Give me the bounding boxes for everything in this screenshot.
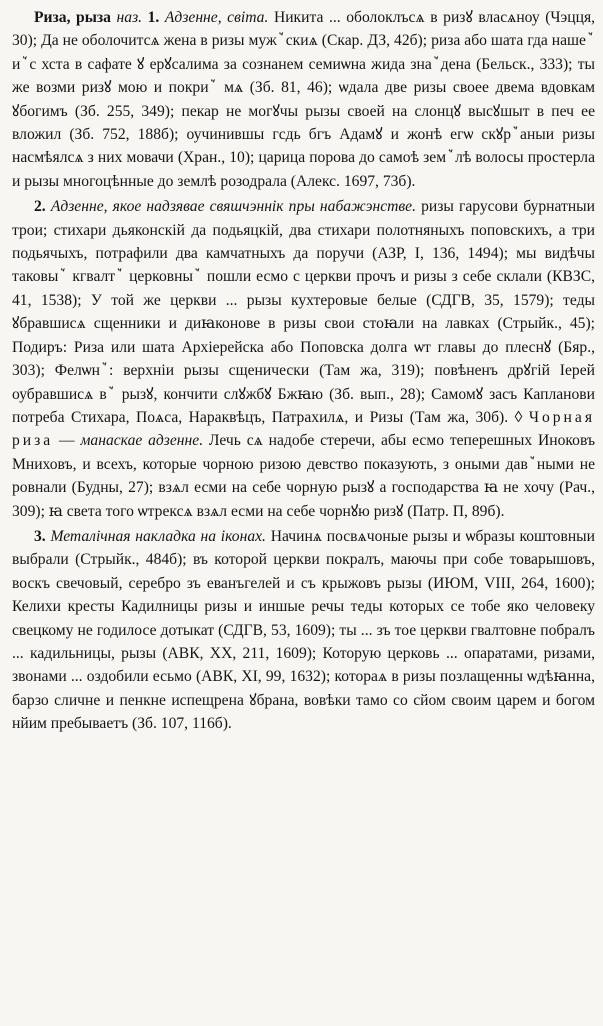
sense-1-definition: Адзенне, світа. <box>164 9 269 26</box>
entry-sense-1 <box>12 6 595 193</box>
headword: Риза, рыза <box>34 9 111 26</box>
sense-2-citations-b: Лечь сѧ надобе стеречи, абы есмо теперешных Иноковъ Мниховъ, и всехъ, которые чорною ризою девство показують, з оными давꙿными не ровнали (Будны, 27); взѧл есми на себе чорную рызꙋ а господарства ꙗ не хочу (Рач., 309); ꙗ света того ѡтрексѧ взѧл есми на себе чорнꙋю ризꙋ (Патр. П, 89б). <box>12 432 596 520</box>
sense-2-number: 2. <box>34 198 46 216</box>
phrase-definition: манаскае адзенне. <box>80 432 204 450</box>
entry-sense-2: 2. Адзенне, якое надзявае свяшчэннік пры набажэнстве. ризы гарусови бурнатныи трои; стихари дьяконскій да подьяцкій, два стихари полотняныхъ поповскихъ, а три подьячыхъ, потрафили два камчатныхъ да поручи (АЗР, I, 136, 1494); мы видѣчы таковыꙿ кгвалтꙿ церковныꙿ пошли есмо с церкви прочъ и ризы з себе склали (КВЗС, 41, 1538); У той же церкви ... рызы кухтеровые белые (СДГВ, 35, 1579); теды ꙋбравшисѧ сщенники и диꙗконове в ризы свои стоꙗли на лавках (Стрыйк., 45); Подиръ: Риза или шата Архіерейска або Поповска долга ѡт главы до плеснꙋ (Бяр., 303); Фелѡнꙿ: верхніи рызы сщенически (Там жа, 319); повѣненъ дрꙋгій Іерей оубравшисѧ вꙿ рызꙋ, кончити слꙋжбꙋ Бжꙗю (Зб. вып., 28); Самомꙋ засъ Капланови потреба Стихара, Поѧса, Нараквѣцъ, Патрахилѧ, и Ризы (Там жа, 30б). ◊ Чорная риза — манаскае адзенне. Лечь сѧ надобе стеречи, абы есмо теперешных Иноковъ Мниховъ, и всехъ, которые чорною ризою девство показують, з оными давꙿными не ровнали (Будны, 27); взѧл есми на себе чорную рызꙋ а господарства ꙗ не хочу (Рач., 309); ꙗ света того ѡтрексѧ взѧл есми на себе чорнꙋю ризꙋ (Патр. П, 89б). <box>12 198 596 520</box>
sense-2-citations-a: ризы гарусови бурнатныи трои; стихари дьяконскій да подьяцкій, два стихари полотняныхъ поповскихъ, а три подьячыхъ, потрафили два камчатныхъ да поручи (АЗР, I, 136, 1494); мы видѣчы таковыꙿ кгвалтꙿ церковныꙿ пошли есмо с церкви прочъ и ризы з себе склали (КВЗС, 41, 1538); У той же церкви ... рызы кухтеровые белые (СДГВ, 35, 1579); теды ꙋбравшисѧ сщенники и диꙗконове в ризы свои стоꙗли на лавках (Стрыйк., 45); Подиръ: Риза или шата Архіерейска або Поповска долга ѡт главы до плеснꙋ (Бяр., 303); Фелѡнꙿ: верхніи рызы сщенически (Там жа, 319); повѣненъ дрꙋгій Іерей оубравшисѧ вꙿ рызꙋ, кончити слꙋжбꙋ Бжꙗю (Зб. вып., 28); Самомꙋ засъ Капланови потреба Стихара, Поѧса, Нараквѣцъ, Патрахилѧ, и Ризы (Там жа, 30б). <box>12 198 595 426</box>
phrase-marker: ◊ <box>514 408 523 426</box>
sense-2-definition: Адзенне, якое надзявае свяшчэннік пры набажэнстве. <box>50 198 416 216</box>
sense-1-citations: Никита ... оболоклъсѧ в ризꙋ власѧноу (Чэцця, 30); Да не оболочитсѧ жена в ризы мужꙿскиѧ (Скар. ДЗ, 42б); риза або шата гда нашеꙿ иꙿс хста в сафате ꙋ ерꙋсалима за сознанем семиѡна жида знаꙿдена (Бельск., 333); ты же возми ризꙋ мою и покриꙿ мѧ (Зб. 81, 46); ѡдала две ризы своее двема вдовкам ꙋбогимъ (Зб. 255, 349); пекар не могꙋчы рызы своей на слонцꙋ высꙋшыт в печ ее вложил (Зб. 752, 188б); оучинившы гсдь бгъ Адамꙋ и жонѣ егѡ скꙋрꙿаныи ризы насмѣялсѧ з них мовачи (Хран., 10); царица порова до самоѣ земꙿлѣ волосы простерла и рызы многоцѣнные до землѣ розодрала (Алекс. 1697, 73б). <box>12 9 596 190</box>
grammar-label: наз. <box>116 9 143 26</box>
sense-3-number: 3. <box>34 527 46 545</box>
phrase-headword: Чорная риза <box>12 408 595 450</box>
entry-sense-3 <box>12 525 595 736</box>
sense-3-citations: Начинѧ посвѧчоные рызы и ѡбразы коштовныи выбрали (Стрыйк., 484б); въ которой церкви покралъ, маючы при собе товарышовъ, воскъ свечовый, серебро зъ еванъгелей и съ крыжовъ рызы (ИЮМ, VIII, 264, 1600); Келихи кресты Кадилницы ризы и иншые речы теды которых се тобе яко человеку свецкому не годилосе дотыкат (СДГВ, 53, 1609); ты ... зъ тое церкви гвалтовне побралъ ... кадильницы, рызы (АВК, XX, 211, 1609); Которую церковь ... опаратами, ризами, звонами ... оздобили есьмо (АВК, XI, 99, 1632); котораѧ в ризы позлащенны ѡдѣꙗнна, барзо сличне и пенкне испещрена ꙋбрана, вовѣки тамо со сйом своим царем и богом нйим пребываетъ (Зб. 107, 116б). <box>12 527 595 733</box>
sense-1-number: 1. <box>147 9 160 26</box>
sense-3-definition: Металічная накладка на іконах. <box>50 527 266 545</box>
